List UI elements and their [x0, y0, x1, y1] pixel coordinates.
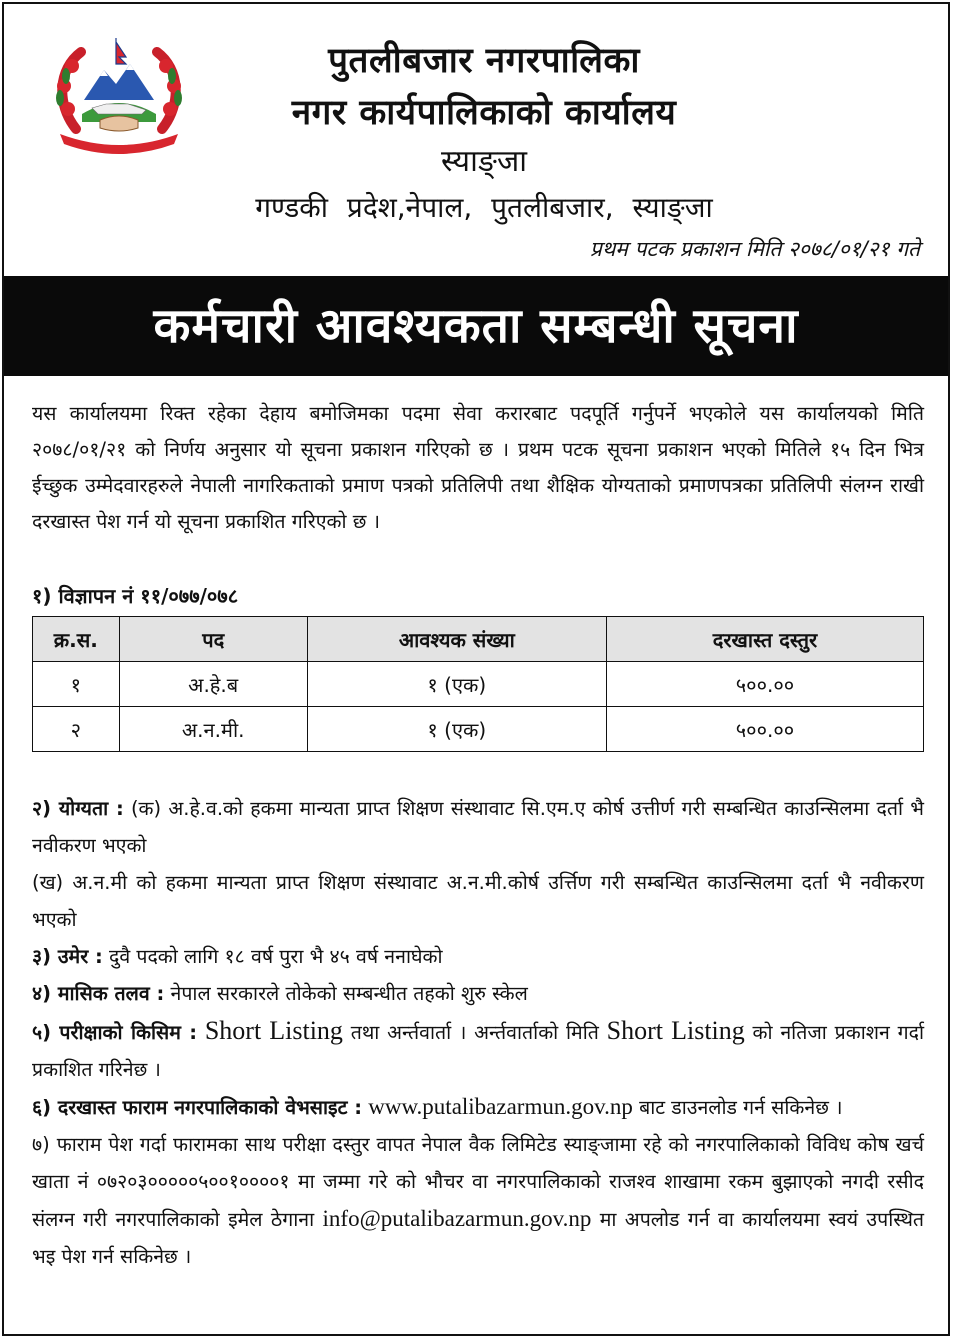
org-name: पुतलीबजार नगरपालिका: [328, 41, 640, 81]
notice-title-banner: कर्मचारी आवश्यकता सम्बन्धी सूचना: [4, 276, 948, 376]
requirements-list: [32, 790, 924, 1275]
form-label: ६) दरखास्त फाराम नगरपालिकाको वेभसाइट :: [32, 1096, 363, 1119]
exam-text: तथा अर्न्तवार्ता । अर्न्तवार्ताको मिति: [350, 1021, 599, 1044]
table-row: [33, 662, 924, 707]
table-cell: अ.हे.ब: [119, 662, 307, 707]
exam-shortlisting: Short Listing: [204, 1016, 343, 1045]
qualification-item: [32, 790, 924, 864]
submit-item: [32, 1126, 924, 1275]
salary-label: ४) मासिक तलव :: [32, 982, 165, 1005]
table-cell: ५००.००: [606, 707, 923, 752]
exam-shortlisting-2: Short Listing: [606, 1016, 745, 1045]
address: गण्डकी प्रदेश,नेपाल, पुतलीबजार, स्याङ्जा: [255, 191, 713, 224]
qualification-label: २) योग्यता :: [32, 797, 124, 820]
form-text: बाट डाउनलोड गर्न सकिनेछ ।: [639, 1096, 843, 1119]
qualification-b-item: [32, 864, 924, 938]
column-header: आवश्यक संख्या: [307, 617, 606, 662]
exam-result-text: को नतिजा प्रकाशन गर्दा प्रकाशित गरिनेछ ।: [32, 1021, 924, 1081]
email-address: info@putalibazarmun.gov.np: [322, 1206, 592, 1231]
table-cell: १ (एक): [307, 707, 606, 752]
table-cell: ५००.००: [606, 662, 923, 707]
intro-paragraph: यस कार्यालयमा रिक्त रहेका देहाय बमोजिमका पदमा सेवा करारबाट पदपूर्ति गर्नुपर्ने भएकोले यस कार्यालयको मिति २०७८/०१/२१ को निर्णय अनुसार यो सूचना प्रकाशन गरिएको छ । प्रथम पटक सूचना प्रकाशन भएको मितिले १५ दिन भित्र ईच्छुक उम्मेदवारहरुले नेपाली नागरिकताको प्रमाण पत्रको प्रतिलिपी तथा शैक्षिक योग्यताको प्रमाणपत्रका प्रतिलिपी संलग्न राखी दरखास्त पेश गर्न यो सूचना प्रकाशित गरिएको छ ।: [32, 402, 924, 533]
notice-frame: [2, 2, 950, 1336]
qualification-b-text: (ख) अ.न.मी को हकमा मान्यता प्राप्त शिक्षण संस्थावाट अ.न.मी.कोर्ष उर्त्तिण गरी सम्बन्धित काउन्सिलमा दर्ता भै नवीकरण भएको: [32, 871, 924, 931]
table-row: [33, 707, 924, 752]
qualification-a-text: (क) अ.हे.व.को हकमा मान्यता प्राप्त शिक्षण संस्थावाट सि.एम.ए कोर्ष उत्तीर्ण गरी सम्बन्धित काउन्सिलमा दर्ता भै नवीकरण भएको: [32, 797, 924, 857]
exam-item: [32, 1012, 924, 1088]
age-item: [32, 938, 924, 975]
vacancy-table: [32, 616, 924, 752]
district: स्याङ्जा: [441, 144, 527, 179]
table-cell: १: [33, 662, 120, 707]
table-cell: अ.न.मी.: [119, 707, 307, 752]
submit-text-end: मा अपलोड गर्न वा कार्यालयमा स्वयं उपस्थित भइ पेश गर्न सकिनेछ ।: [32, 1208, 925, 1268]
form-item: [32, 1088, 924, 1126]
table-cell: १ (एक): [307, 662, 606, 707]
column-header: पद: [119, 617, 307, 662]
submit-text: ७) फाराम पेश गर्दा फारामका साथ परीक्षा दस्तुर वापत नेपाल वैक लिमिटेड स्याङ्जामा रहे को नगरपालिकाको विविध कोष खर्च खाता नं ०७२०३०००००५००१००००१ मा जम्मा गरे को भौचर वा नगरपालिकाको राजश्व शाखामा रकम बुझाएको नगदी रसीद संलग्न गरी नगरपालिकाको इमेल ठेगाना: [32, 1133, 924, 1231]
office-name: नगर कार्यपालिकाको कार्यालय: [291, 93, 677, 133]
column-header: क्र.स.: [33, 617, 120, 662]
salary-item: [32, 975, 924, 1012]
column-header: दरखास्त दस्तुर: [606, 617, 923, 662]
age-text: दुवै पदको लागि १८ वर्ष पुरा भै ४५ वर्ष ननाघेको: [108, 945, 443, 968]
salary-text: नेपाल सरकारले तोकेको सम्बन्धीत तहको शुरु स्केल: [170, 982, 528, 1005]
website-url: www.putalibazarmun.gov.np: [368, 1094, 633, 1119]
age-label: ३) उमेर :: [32, 945, 103, 968]
table-cell: २: [33, 707, 120, 752]
nepal-emblem-icon: [46, 34, 192, 162]
advert-number: १) विज्ञापन नं ११/०७७/०७८: [32, 584, 239, 608]
publish-date: प्रथम पटक प्रकाशन मिति २०७८/०१/२१ गते: [589, 237, 920, 261]
exam-label: ५) परीक्षाको किसिम :: [32, 1021, 198, 1044]
table-header-row: [33, 617, 924, 662]
